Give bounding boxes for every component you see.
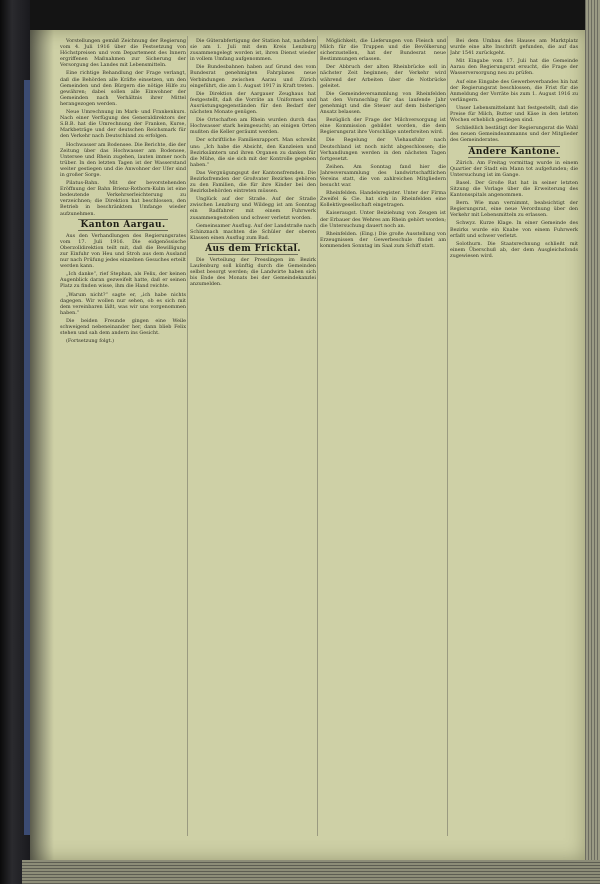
article-paragraph: Die Direktion der Aargauer Zeughaus hat festgestellt, daß die Vorräte an Uniformen und Ausrüstungsgegenständen für den Bedarf der nächsten Monate genügen. — [190, 90, 316, 116]
article-paragraph: Basel. Der Große Rat hat in seiner letzten Sitzung die Vorlage über die Erweiterung des Kantonsspitals angenommen. — [450, 179, 578, 199]
article-paragraph: Der Abbruch der alten Rheinbrücke soll in nächster Zeit beginnen; der Verkehr wird während der Arbeiten über die Notbrücke geleitet. — [320, 64, 446, 89]
article-paragraph: Bei dem Umbau des Hauses am Marktplatz wurde eine alte Inschrift gefunden, die auf das Jahr 1541 zurückgeht. — [450, 38, 578, 57]
article-paragraph: Der schriftliche Familienrapport. Man schreibt uns: „Ich habe die Absicht, den Kanzleien und Bezirksämtern und ihren Organen zu danken für die Mühe, die sie sich mit der Kontrolle gegeben haben.“ — [190, 137, 316, 168]
article-paragraph: (Fortsetzung folgt.) — [66, 338, 115, 345]
article-paragraph: „Ich danke“, rief Stephan, als Felix, der keinen Augenblick daran gezweifelt hatte, daß er seinen Platz zu finden wisse, ihm die Hand reichte. — [60, 271, 186, 290]
binding-strip — [24, 80, 30, 835]
article-paragraph: „Warum nicht?“ sagte er, „ich habe nichts dagegen. Wir wollen nur sehen, ob es sich mit dem vereinbaren läßt, was wir uns vorgenommen haben.“ — [60, 291, 186, 316]
column-rule — [187, 36, 188, 836]
article-paragraph: Die Verteilung der Presslingen im Bezirk Laufenburg soll künftig durch die Gemeinden selbst besorgt werden; die Landwirte haben sich bis Ende des Monats bei der Gemeindekanzlei anzumelden. — [190, 257, 316, 288]
article-paragraph: Bern. Wie man vernimmt, beabsichtigt der Regierungsrat, eine neue Verordnung über den Verkehr mit Lebensmitteln zu erlassen. — [450, 200, 578, 219]
article-paragraph: Das Vergnügungsgut der Kantonsfremden. Die Bezirksfremden der Großvater Bezirkes gehören zu den Familien, die für ihre Kinder bei den Bezirksbehörden eintreten müssen. — [190, 169, 316, 195]
article-paragraph: Die Gemeindeversammlung von Rheinfelden hat den Voranschlag für das laufende Jahr genehmigt und die Steuer auf dem bisherigen Ansatz belassen. — [320, 90, 446, 116]
gutter-shadow — [30, 30, 54, 860]
article-paragraph: Bezüglich der Frage der Milchversorgung ist eine Kommission gebildet worden, die dem Regierungsrat ihre Vorschläge unterbreiten wird. — [320, 117, 446, 136]
column-4 — [450, 38, 578, 838]
article-paragraph: Die Bundesbahnen haben auf Grund des vom Bundesrat genehmigten Fahrplanes neue Verbindungen zwischen Aarau und Zürich eingeführt, die am 1. August 1917 in Kraft treten. — [190, 64, 316, 89]
article-paragraph: Solothurn. Die Staatsrechnung schließt mit einem Überschuß ab, der dem Ausgleichsfonds zugewiesen wird. — [450, 240, 578, 259]
article-paragraph: Auf eine Eingabe des Gewerbeverbandes hin hat der Regierungsrat beschlossen, die Frist für die Anmeldung der Vorräte bis zum 1. August 1916 zu verlängern. — [450, 78, 578, 103]
column-3 — [320, 38, 446, 838]
article-paragraph: Aus den Verhandlungen des Regierungsrates vom 17. Juli 1916. Die eidgenössische Oberzolldirektion teilt mit, daß die Bewilligung zur Einfuhr von Heu und Stroh aus dem Ausland nur nach Prüfung jedes einzelnen Gesuches erteilt werden kann. — [60, 232, 186, 270]
article-paragraph: Rheinfelden. (Eing.) Die große Ausstellung von Erzeugnissen der Gewerbeschule findet am kommenden Sonntag im Saal zum Schiff statt. — [320, 230, 446, 249]
article-paragraph: Rheinfelden. Handelsregister. Unter der Firma Zweifel & Cie. hat sich in Rheinfelden eine Kollektivgesellschaft eingetragen. — [320, 190, 446, 209]
column-rule — [317, 36, 318, 836]
article-paragraph: Kaiseraugst. Unter Beiziehung von Zeugen ist der Erbauer des Wehres am Rhein gehört worden; die Untersuchung dauert noch an. — [320, 210, 446, 229]
article-paragraph: Die Güterabfertigung der Station hat, nachdem sie am 1. Juli mit dem Kreis Lenzburg zusammengelegt worden ist, ihren Dienst wieder in vollem Umfang aufgenommen. — [190, 38, 316, 63]
article-paragraph: Möglichkeit, die Lieferungen von Fleisch und Milch für die Truppen und die Bevölkerung sicherzustellen, hat der Bundesrat neue Bestimmungen erlassen. — [320, 38, 446, 63]
article-paragraph: Mit Eingabe vom 17. Juli hat die Gemeinde Aarau den Regierungsrat ersucht, die Frage der Wasserversorgung neu zu prüfen. — [450, 58, 578, 77]
page-stack-edge — [585, 0, 600, 884]
section-title: Kanton Aargau. — [60, 219, 186, 231]
article-paragraph: Zürich. Am Freitag vormittag wurde in einem Quartier der Stadt ein Mann tot aufgefunden; die Untersuchung ist im Gange. — [450, 159, 578, 178]
article-paragraph: Die beiden Freunde gingen eine Weile schweigend nebeneinander her, dann blieb Felix stehen und sah dem andern ins Gesicht. — [60, 317, 186, 337]
article-paragraph: Vorstellungen gemäß Zeichnung der Regierung vom 4. Juli 1916 über die Festsetzung von Höchstpreisen und vom Departement des Innern ergriffenen Maßnahmen zur Sicherung der Versorgung des Landes mit Lebensmitteln. — [60, 38, 186, 69]
article-paragraph: Unglück auf der Straße. Auf der Straße zwischen Lenzburg und Wildegg ist am Sonntag ein Radfahrer mit einem Fuhrwerk zusammengestoßen und schwer verletzt worden. — [190, 196, 316, 221]
page-stack-bottom — [22, 860, 600, 884]
article-paragraph: Hochwasser am Bodensee. Die Berichte, die der Zeitung über das Hochwasser am Bodensee, Untersee und Rhein zugehen, lauten immer noch trüber. In den letzten Tagen ist der Wasserstand weiter gestiegen und die Anwohner der Ufer sind in großer Sorge. — [60, 141, 186, 178]
article-paragraph: Die Ortschaften am Rhein wurden durch das Hochwasser stark heimgesucht; an einigen Orten mußten die Keller geräumt werden. — [190, 117, 316, 136]
article-paragraph: Gemeinsamer Ausflug. Auf der Landstraße nach Schinznach machten die Schüler der oberen Klassen einen Ausflug zum Bad. — [190, 222, 316, 241]
article-paragraph: Zeihen. Am Sonntag fand hier die Jahresversammlung des landwirtschaftlichen Vereins statt, die von zahlreichen Mitgliedern besucht war. — [320, 163, 446, 189]
article-paragraph: Pilatus-Bahn. Mit der bevorstehenden Eröffnung der Bahn Brienz-Rothorn-Kulm ist eine bedeutende Verkehrserleichterung zu verzeichnen; die Direktion hat beschlossen, den Betrieb in beschränktem Umfange wieder aufzunehmen. — [60, 180, 186, 217]
column-1 — [60, 38, 186, 838]
article-paragraph: Die Regelung der Viehausfuhr nach Deutschland ist noch nicht abgeschlossen; die Verhandlungen werden in den nächsten Tagen fortgesetzt. — [320, 137, 446, 162]
article-paragraph: Eine richtige Behandlung der Frage verlangt, daß die Behörden alle Kräfte einsetzen, um den Gemeinden und den Bürgern die nötige Hilfe zu gewähren; dabei sollen alle Einwohner der Gemeinden nach Verhältnis ihrer Mittel herangezogen werden. — [60, 70, 186, 107]
article-paragraph: Unser Lebensmittelamt hat festgestellt, daß die Preise für Milch, Butter und Käse in den letzten Wochen erheblich gestiegen sind. — [450, 104, 578, 124]
section-title: Aus dem Fricktal. — [190, 243, 316, 255]
article-paragraph: Schließlich bestätigt der Regierungsrat die Wahl des neuen Gemeindeammanns und der Mitglieder des Gemeinderates. — [450, 125, 578, 144]
article-paragraph: Schwyz. Kurze Klage. In einer Gemeinde des Bezirks wurde ein Knabe von einem Fuhrwerk erfaßt und schwer verletzt. — [450, 220, 578, 239]
section-title: Andere Kantone. — [450, 146, 578, 158]
column-2 — [190, 38, 316, 838]
article-paragraph: Neue Umrechnung im Mark- und Frankenkurs. Nach einer Verfügung des Generaldirektors der S.B.B. hat die Umrechnung der Franken, Kurse, Markbeträge und der deutschen Reichsmark für den Verkehr nach Deutschland zu erfolgen. — [60, 109, 186, 140]
column-rule — [447, 36, 448, 836]
